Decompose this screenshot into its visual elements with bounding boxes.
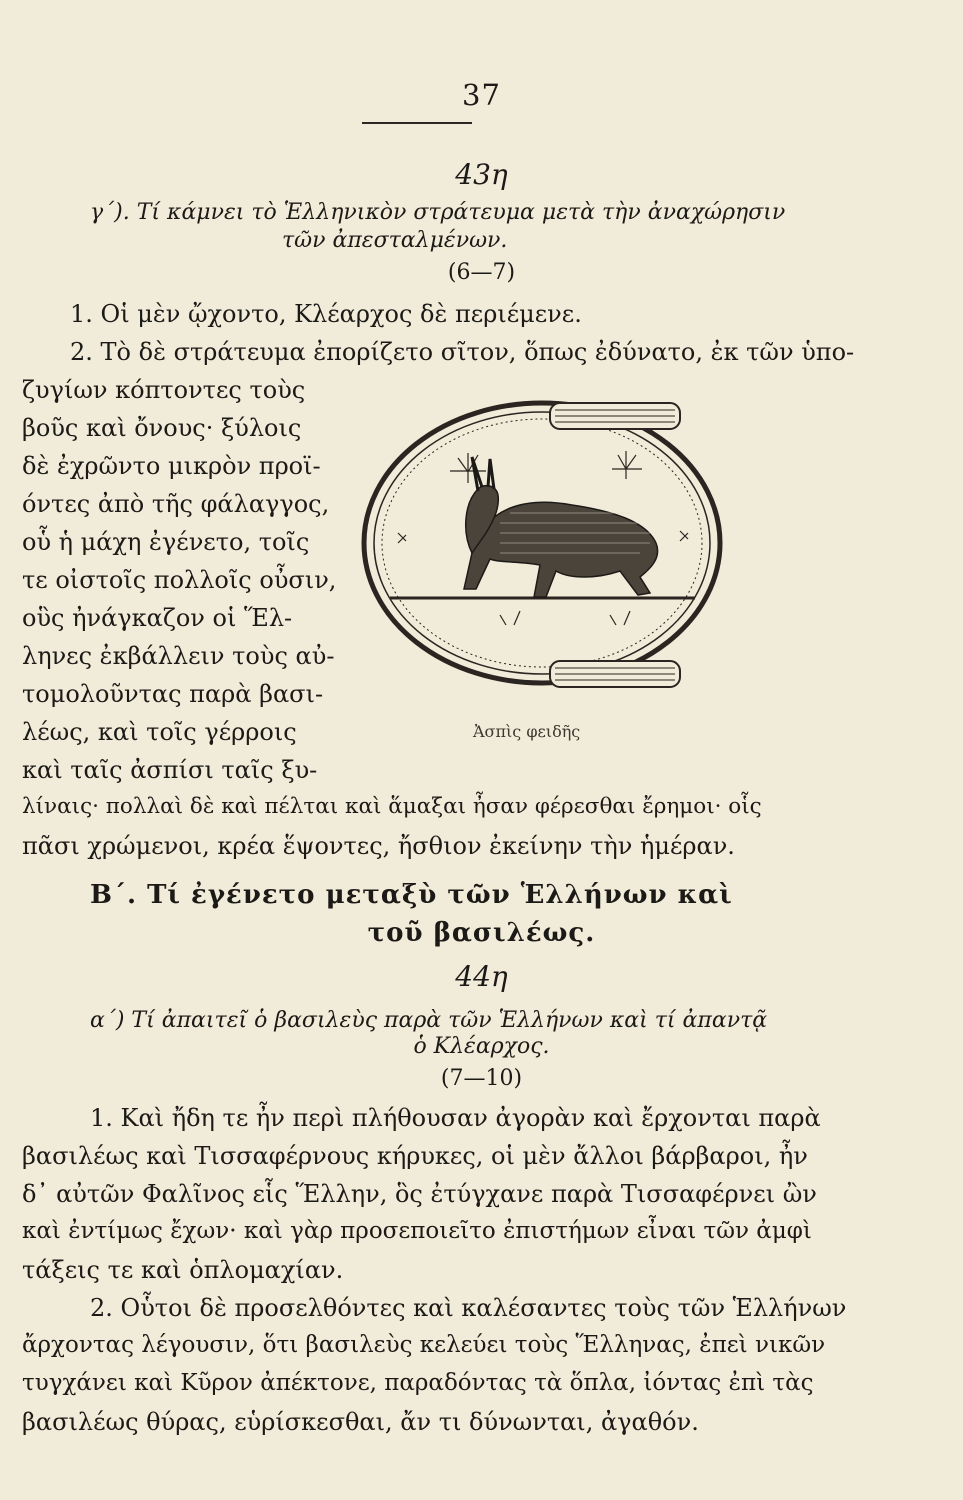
text-line: ἄρχοντας λέγουσιν, ὅτι βασιλεὺς κελεύει τοὺς Ἕλληνας, ἐπεὶ νικῶν [22,1332,826,1358]
text-line: λέως, καὶ τοῖς γέρροις [22,718,297,746]
page-number: 37 [462,78,501,112]
text-line: τομολοῦντας παρὰ βασι- [22,680,324,708]
text-line: οὗ ἡ μάχη ἐγένετο, τοῖς [22,528,310,556]
text-line: 2. Οὗτοι δὲ προσελθόντες καὶ καλέσαντες τοὺς τῶν Ἑλλήνων [90,1294,847,1322]
text-line: βασιλέως καὶ Τισσαφέρνους κήρυκες, οἱ μὲν ἄλλοι βάρβαροι, ἦν [22,1142,808,1170]
text-line: 1. Οἱ μὲν ᾤχοντο, Κλέαρχος δὲ περιέμενε. [70,300,582,328]
shield-illustration [350,393,745,703]
text-line: ληνες ἐκβάλλειν τοὺς αὐ- [22,642,335,670]
page-number-rule [362,122,472,124]
chapter-heading-cont: τοῦ βασιλέως. [367,918,596,948]
section-reference: (7—10) [440,1066,523,1091]
text-line: λίναις· πολλαὶ δὲ καὶ πέλται καὶ ἅμαξαι ἦσαν φέρεσθαι ἔρημοι· οἷς [22,794,762,819]
section-question: γ΄). Τί κάμνει τὸ Ἑλληνικὸν στράτευμα μετὰ τὴν ἀναχώρησιν [90,200,786,225]
text-line: δ᾽ αὐτῶν Φαλῖνος εἷς Ἕλλην, ὃς ἐτύγχανε παρὰ Τισσαφέρνει ὢν [22,1180,817,1208]
section-question-cont: ὁ Κλέαρχος. [413,1034,550,1059]
text-line: οὓς ἠνάγκαζον οἱ Ἕλ- [22,604,293,632]
text-line: δὲ ἐχρῶντο μικρὸν προϊ- [22,452,321,480]
section-number: 44η [455,960,508,993]
text-line: βοῦς καὶ ὄνους· ξύλοις [22,414,302,442]
text-line: πᾶσι χρώμενοι, κρέα ἕψοντες, ἤσθιον ἐκείνην τὴν ἡμέραν. [22,832,735,860]
chapter-heading: Β΄. Τί ἐγένετο μεταξὺ τῶν Ἑλλήνων καὶ [90,880,733,910]
section-question-cont: τῶν ἀπεσταλμένων. [282,228,508,253]
text-line: 1. Καὶ ἤδη τε ἦν περὶ πλήθουσαν ἀγορὰν καὶ ἔρχονται παρὰ [90,1104,821,1132]
text-line: τε οἰστοῖς πολλοῖς οὖσιν, [22,566,337,594]
section-reference: (6—7) [447,260,516,285]
text-line: τάξεις τε καὶ ὁπλομαχίαν. [22,1256,344,1284]
text-line: ζυγίων κόπτοντες τοὺς [22,376,306,404]
text-line: καὶ ταῖς ἀσπίσι ταῖς ξυ- [22,756,318,784]
text-line: τυγχάνει καὶ Κῦρον ἀπέκτονε, παραδόντας τὰ ὅπλα, ἰόντας ἐπὶ τὰς [22,1370,814,1396]
text-line: βασιλέως θύρας, εὑρίσκεσθαι, ἄν τι δύνωνται, ἀγαθόν. [22,1408,699,1436]
text-line: όντες ἀπὸ τῆς φάλαγγος, [22,490,330,518]
figure-caption: Ἀσπὶς φειδῆς [473,722,581,741]
text-line: 2. Τὸ δὲ στράτευμα ἐπορίζετο σῖτον, ὅπως ἐδύνατο, ἐκ τῶν ὑπο- [70,338,855,366]
section-question: α΄) Τί ἀπαιτεῖ ὁ βασιλεὺς παρὰ τῶν Ἑλλήνων καὶ τί ἀπαντᾷ [90,1008,768,1033]
section-number: 43η [455,158,508,191]
text-line: καὶ ἐντίμως ἔχων· καὶ γὰρ προσεποιεῖτο ἐπιστήμων εἶναι τῶν ἀμφὶ [22,1218,812,1244]
